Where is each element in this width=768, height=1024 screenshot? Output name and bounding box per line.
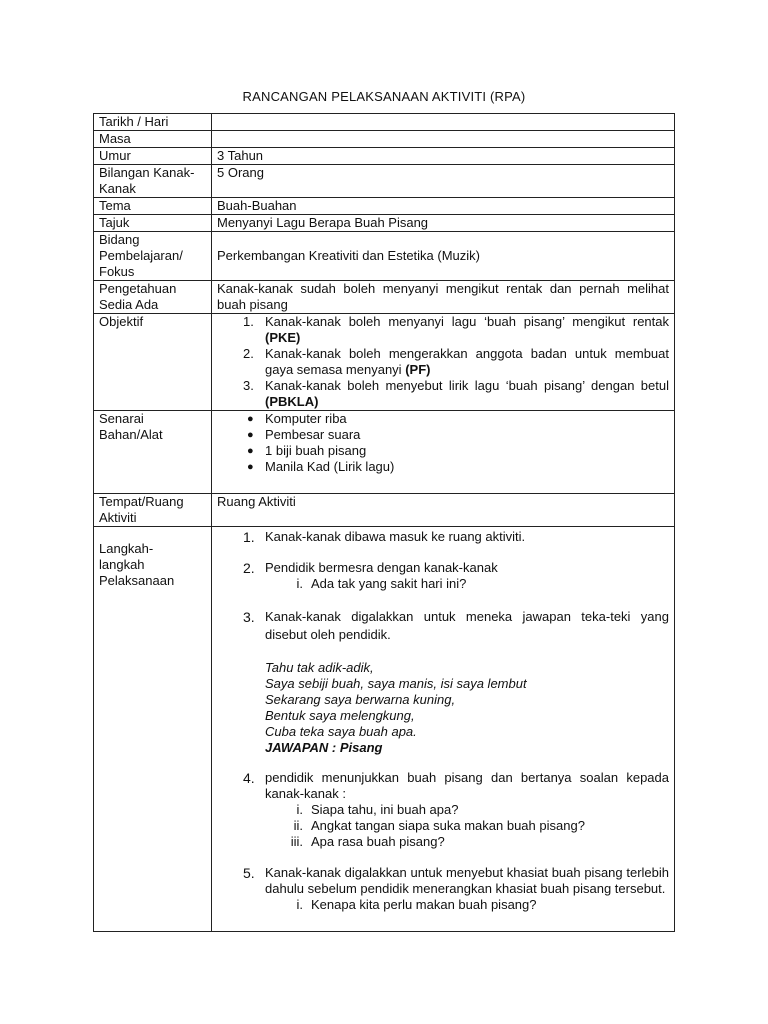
label-umur: Umur (94, 148, 212, 165)
step-number: 2. (243, 560, 255, 576)
value-bilangan: 5 Orang (212, 165, 675, 198)
label-bidang-line1: Bidang (99, 232, 140, 247)
step-item (217, 529, 669, 545)
objective-text: Kanak-kanak boleh mengerakkan anggota badan untuk membuat gaya semasa menyanyi (265, 346, 669, 377)
riddle-answer: JAWAPAN : Pisang (265, 740, 383, 755)
material-item (217, 427, 669, 443)
step-item (217, 560, 669, 576)
rpa-table (93, 113, 675, 932)
value-langkah (212, 527, 675, 932)
row-objektif (94, 314, 675, 411)
material-text: Manila Kad (Lirik lagu) (265, 459, 395, 474)
material-text: Komputer riba (265, 411, 347, 426)
label-tempat (94, 494, 212, 527)
material-item (217, 443, 669, 459)
bullet-icon: ● (247, 445, 254, 457)
objective-number: 2. (243, 346, 254, 361)
objective-text: Kanak-kanak boleh menyebut lirik lagu ‘buah pisang’ dengan betul (265, 378, 669, 393)
material-text: 1 biji buah pisang (265, 443, 367, 458)
material-text: Pembesar suara (265, 427, 361, 442)
label-tajuk: Tajuk (94, 215, 212, 232)
sub-question (217, 897, 669, 913)
label-pengetahuan (94, 281, 212, 314)
label-langkah-line1: Langkah- (99, 541, 154, 556)
poem-line: Bentuk saya melengkung, (265, 708, 415, 723)
label-tarikh: Tarikh / Hari (94, 114, 212, 131)
label-masa: Masa (94, 131, 212, 148)
bullet-icon: ● (247, 413, 254, 425)
label-senarai-line1: Senarai (99, 411, 144, 426)
objective-number: 3. (243, 378, 254, 393)
row-bidang (94, 232, 675, 281)
sub-text: Kenapa kita perlu makan buah pisang? (311, 897, 537, 912)
objective-number: 1. (243, 314, 254, 329)
step-number: 5. (243, 865, 255, 881)
step-text: pendidik menunjukkan buah pisang dan bertanya soalan kepada kanak-kanak : (265, 770, 669, 801)
sub-text: Siapa tahu, ini buah apa? (311, 802, 459, 817)
row-masa (94, 131, 675, 148)
sub-text: Angkat tangan siapa suka makan buah pisang? (311, 818, 585, 833)
sub-text: Apa rasa buah pisang? (311, 834, 445, 849)
value-tajuk: Menyanyi Lagu Berapa Buah Pisang (212, 215, 675, 232)
riddle-poem (217, 660, 669, 756)
label-senarai-line2: Bahan/Alat (99, 427, 163, 442)
step-text: Pendidik bermesra dengan kanak-kanak (265, 560, 498, 575)
poem-line: Saya sebiji buah, saya manis, isi saya lembut (265, 676, 527, 691)
objective-item (217, 378, 669, 410)
label-pengetahuan-line2: Sedia Ada (99, 297, 159, 312)
step-text: Kanak-kanak digalakkan untuk meneka jawapan teka-teki yang disebut oleh pendidik. (265, 609, 669, 642)
value-tarikh (212, 114, 675, 131)
step-item (217, 608, 669, 644)
value-masa (212, 131, 675, 148)
label-bilangan (94, 165, 212, 198)
sub-number: i. (296, 897, 303, 912)
sub-question (217, 576, 669, 592)
label-langkah-line2: langkah (99, 557, 145, 572)
bullet-icon: ● (247, 429, 254, 441)
sub-question (217, 802, 669, 818)
step-item (217, 865, 669, 897)
document-title: RANCANGAN PELAKSANAAN AKTIVITI (RPA) (242, 89, 526, 104)
label-tempat-line2: Aktiviti (99, 510, 137, 525)
sub-number: ii. (293, 818, 303, 833)
label-bidang-line3: Fokus (99, 264, 135, 279)
value-umur: 3 Tahun (212, 148, 675, 165)
step-number: 1. (243, 529, 255, 545)
value-tema: Buah-Buahan (212, 198, 675, 215)
sub-number: i. (296, 576, 303, 591)
objective-item (217, 346, 669, 378)
row-tarikh (94, 114, 675, 131)
row-umur (94, 148, 675, 165)
label-tema: Tema (94, 198, 212, 215)
label-bidang (94, 232, 212, 281)
label-langkah (94, 527, 212, 932)
sub-question (217, 834, 669, 850)
label-bidang-line2: Pembelajaran/ (99, 248, 183, 263)
value-objektif (212, 314, 675, 411)
poem-line: Sekarang saya berwarna kuning, (265, 692, 456, 707)
label-bilangan-line1: Bilangan Kanak- (99, 165, 195, 180)
poem-line: Cuba teka saya buah apa. (265, 724, 417, 739)
label-tempat-line1: Tempat/Ruang (99, 494, 184, 509)
sub-number: i. (296, 802, 303, 817)
step-number: 3. (243, 609, 255, 625)
value-bidang: Perkembangan Kreativiti dan Estetika (Muzik) (212, 232, 675, 281)
row-langkah (94, 527, 675, 932)
sub-number: iii. (290, 834, 303, 849)
row-tempat (94, 494, 675, 527)
value-senarai (212, 411, 675, 494)
step-text: Kanak-kanak dibawa masuk ke ruang aktiviti. (265, 529, 526, 544)
row-tema (94, 198, 675, 215)
step-text: Kanak-kanak digalakkan untuk menyebut khasiat buah pisang terlebih dahulu sebelum pendidik menerangkan khasiat buah pisang tersebut. (265, 865, 669, 896)
material-item (217, 411, 669, 427)
row-tajuk (94, 215, 675, 232)
value-tempat: Ruang Aktiviti (212, 494, 675, 527)
step-number: 4. (243, 770, 255, 786)
value-pengetahuan: Kanak-kanak sudah boleh menyanyi mengikut rentak dan pernah melihat buah pisang (212, 281, 675, 314)
label-langkah-line3: Pelaksanaan (99, 573, 175, 588)
bullet-icon: ● (247, 461, 254, 473)
poem-line: Tahu tak adik-adik, (265, 660, 374, 675)
label-senarai (94, 411, 212, 494)
row-senarai (94, 411, 675, 494)
label-pengetahuan-line1: Pengetahuan (99, 281, 177, 296)
label-objektif: Objektif (94, 314, 212, 411)
row-bilangan (94, 165, 675, 198)
row-pengetahuan (94, 281, 675, 314)
step-item (217, 770, 669, 802)
objective-item (217, 314, 669, 346)
objective-code: (PBKLA) (265, 394, 319, 409)
sub-question (217, 818, 669, 834)
material-item (217, 459, 669, 475)
objective-code: (PF) (405, 362, 431, 377)
sub-text: Ada tak yang sakit hari ini? (311, 576, 467, 591)
label-bilangan-line2: Kanak (99, 181, 136, 196)
objective-code: (PKE) (265, 330, 301, 345)
objective-text: Kanak-kanak boleh menyanyi lagu ‘buah pisang’ mengikut rentak (265, 314, 669, 329)
